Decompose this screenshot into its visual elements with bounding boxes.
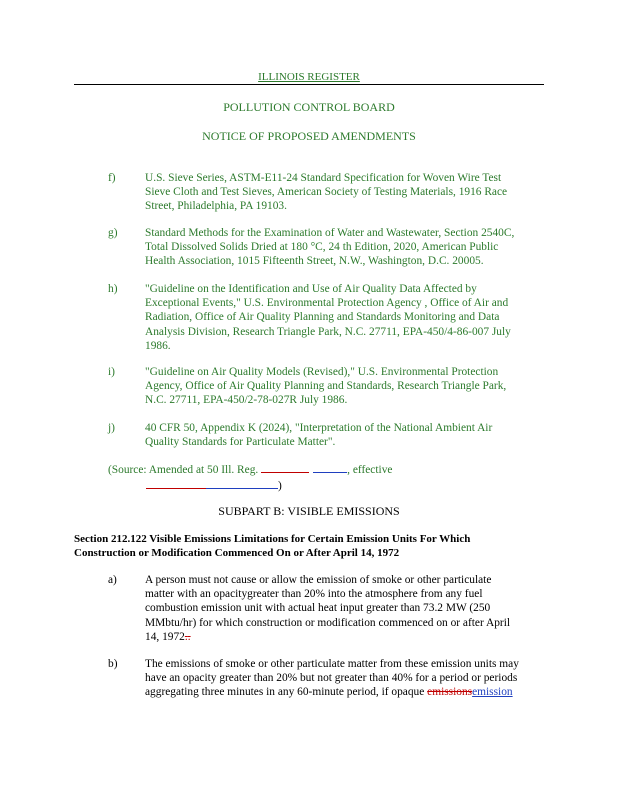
section-heading-line: Section 212.122 Visible Emissions Limitations for Certain Emission Units For Which (74, 533, 471, 545)
list-item (108, 365, 548, 408)
paragraph-line-last (145, 685, 548, 699)
item-line: Sieve Cloth and Test Sieves, American Society of Testing Materials, 1916 Race (145, 186, 508, 199)
blank-red (261, 462, 309, 473)
paragraph-line-last (145, 630, 548, 644)
item-line: Standard Methods for the Examination of Water and Wastewater, Section 2540C, (145, 227, 515, 239)
item-label: g) (108, 227, 118, 239)
paragraph-b (108, 657, 548, 700)
source-prefix: (Source: Amended at 50 Ill. Reg. (108, 464, 259, 476)
paragraph-label: b) (108, 658, 118, 670)
blank-blue (313, 462, 347, 473)
item-line: Radiation, Office of Air Quality Planning and Standards Monitoring and Data (145, 311, 500, 324)
paragraph-label: a) (108, 574, 117, 586)
blank-blue (206, 478, 278, 489)
register-title: ILLINOIS REGISTER (258, 71, 360, 83)
item-line: U.S. Sieve Series, ASTM-E11-24 Standard Specification for Woven Wire Test (145, 172, 502, 184)
notice-title: NOTICE OF PROPOSED AMENDMENTS (202, 129, 416, 143)
source-note (108, 462, 392, 476)
deleted-text: . (187, 630, 191, 643)
item-label: i) (108, 366, 115, 378)
item-line: 1986. (145, 339, 171, 352)
board-title: POLLUTION CONTROL BOARD (223, 100, 395, 114)
paragraph-line: have an opacity greater than 20% but not greater than 40% for a period or periods (145, 672, 518, 685)
section-heading-line: Construction or Modification Commenced On or After April 14, 1972 (74, 547, 400, 559)
list-item (108, 421, 548, 449)
source-effective-line (146, 478, 282, 490)
item-line: Total Dissolved Solids Dried at 180 °C, 24 th Edition, 2020, American Public (145, 241, 499, 254)
item-line: 40 CFR 50, Appendix K (2024), "Interpretation of the National Ambient Air (145, 422, 493, 434)
deleted-text: . (184, 630, 188, 643)
item-line: N.C. 27711, EPA-450/2-78-027R July 1986. (145, 394, 348, 407)
source-suffix: , effective (347, 464, 393, 476)
item-line: Street, Philadelphia, PA 19103. (145, 200, 287, 213)
paragraph-line: MMbtu/hr) for which construction or modification commenced on or after April (145, 616, 511, 629)
paragraph-line: The emissions of smoke or other particulate matter from these emission units may (145, 658, 519, 670)
item-line: Health Association, 1015 Fifteenth Street, N.W., Washington, D.C. 20005. (145, 255, 484, 268)
list-item (108, 171, 548, 214)
item-line: Quality Standards for Particulate Matter". (145, 436, 336, 449)
source-close: ) (278, 480, 282, 492)
paragraph-a (108, 573, 548, 644)
deleted-text: emissions (427, 686, 473, 699)
list-item (108, 226, 548, 269)
inserted-text: emission (472, 686, 513, 699)
blank-red (146, 478, 206, 489)
paragraph-text: 14, 1972 (145, 630, 185, 643)
item-line: Exceptional Events," U.S. Environmental Protection Agency , Office of Air and (145, 297, 509, 310)
item-line: "Guideline on Air Quality Models (Revised)," U.S. Environmental Protection (145, 366, 499, 378)
section-heading (74, 532, 554, 560)
item-line: Analysis Division, Research Triangle Park, N.C. 27711, EPA-450/4-86-007 July (145, 325, 511, 338)
subpart-heading: SUBPART B: VISIBLE EMISSIONS (218, 504, 400, 518)
paragraph-text: aggregating three minutes in any 60-minute period, if opaque (145, 686, 428, 699)
item-line: "Guideline on the Identification and Use of Air Quality Data Affected by (145, 283, 477, 295)
paragraph-line: matter with an opacitygreater than 20% into the atmosphere from any fuel (145, 588, 483, 601)
list-item (108, 282, 548, 353)
item-label: j) (108, 422, 115, 434)
item-label: f) (108, 172, 116, 184)
paragraph-line: A person must not cause or allow the emission of smoke or other particulate (145, 574, 492, 586)
paragraph-line: combustion emission unit with actual heat input greater than 73.2 MW (250 (145, 602, 491, 615)
item-line: Agency, Office of Air Quality Planning and Standards, Research Triangle Park, (145, 380, 507, 393)
header-rule (74, 84, 544, 85)
item-label: h) (108, 283, 118, 295)
